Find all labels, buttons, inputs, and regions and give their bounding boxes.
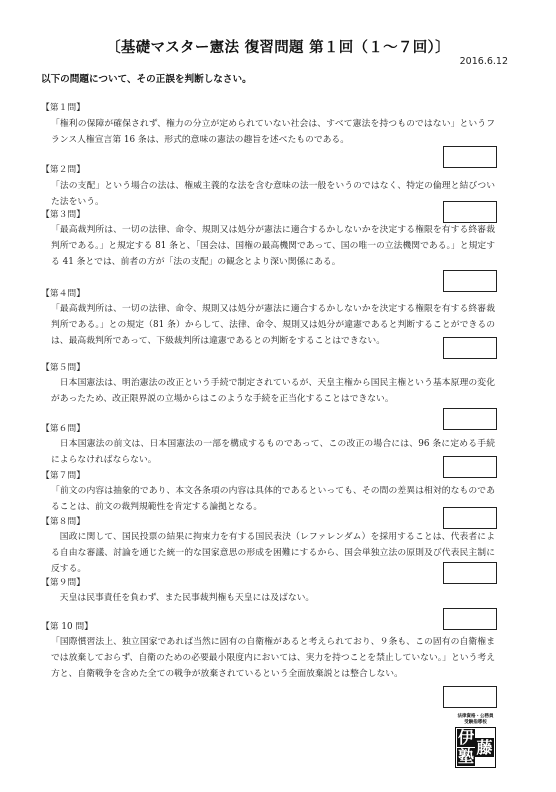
question-5-label: 【第５問】 bbox=[41, 363, 85, 373]
question-5-text: 日本国憲法は、明治憲法の改正という手続で制定されているが、天皇主権から国民主権という基本原理の変化があったため、改正限界説の立場からはこのような手続を正当化することはできない。 bbox=[51, 378, 495, 404]
question-1-text: 「権利の保障が確保されず、権力の分立が定められていない社会は、すべて憲法を持つものではない」というフランス人権宣言第 16 条は、形式的意味の憲法の趣旨を述べたものである。 bbox=[51, 119, 495, 145]
question-2-text: 「法の支配」という場合の法は、権威主義的な法を含む意味の法一般をいうのではなく、特定の倫理と結びついた法をいう。 bbox=[51, 181, 495, 207]
answer-box-4[interactable] bbox=[443, 337, 497, 359]
answer-box-5[interactable] bbox=[443, 408, 497, 430]
logo-line-1: 法律資格・公務員 bbox=[457, 714, 494, 719]
question-7-text: 「前文の内容は抽象的であり、本文各条項の内容は具体的であるといっても、その間の差異は相対的なものであることは、前文の裁判規範性を肯定する論拠となる。 bbox=[51, 486, 495, 512]
answer-box-10[interactable] bbox=[443, 686, 497, 708]
answer-box-2[interactable] bbox=[443, 201, 497, 223]
logo-char-1: 伊 bbox=[457, 728, 474, 747]
logo-line-2: 受験指導校 bbox=[464, 720, 487, 725]
question-2-label: 【第２問】 bbox=[41, 165, 85, 175]
question-6-text: 日本国憲法の前文は、日本国憲法の一部を構成するものであって、この改正の場合には、96 条に定める手続によらなければならない。 bbox=[51, 439, 495, 465]
question-3-text: 「最高裁判所は、一切の法律、命令、規則又は処分が憲法に適合するかしないかを決定する権限を有する終審裁判所である。」と規定する 81 条と、「国会は、国権の最高機関であって、国の唯一の立法機関である。」と規定する 41 条とでは、前者の方が「法の支配」の観念とより深い関係にある。 bbox=[51, 225, 495, 267]
question-6-label: 【第６問】 bbox=[41, 424, 85, 434]
answer-box-9[interactable] bbox=[443, 608, 497, 630]
question-1-label: 【第１問】 bbox=[41, 103, 85, 113]
logo-mark bbox=[455, 727, 496, 768]
question-10-label: 【第 10 問】 bbox=[41, 622, 93, 632]
itojuku-logo bbox=[452, 714, 499, 768]
question-10-text: 「国際慣習法上、独立国家であれば当然に固有の自衛権があると考えられており、９条も、この固有の自衛権までは放棄しておらず、自衛のための必要最小限度内においては、実力を持つことを禁止していない。」という考え方と、自衛戦争を含めた全ての戦争が放棄されているという全面放棄説とは整合しない。 bbox=[51, 637, 495, 679]
document-date: 2016.6.12 bbox=[459, 56, 508, 67]
answer-box-6[interactable] bbox=[443, 456, 497, 478]
instruction-text: 以下の問題について、その正誤を判断しなさい。 bbox=[41, 74, 252, 85]
answer-box-1[interactable] bbox=[443, 146, 497, 168]
logo-char-3: 塾 bbox=[457, 747, 474, 766]
question-9-text: 天皇は民事責任を負わず、また民事裁判権も天皇には及ばない。 bbox=[59, 593, 315, 603]
document-title: 〔基礎マスター憲法 復習問題 第１回（１〜７回）〕 bbox=[106, 40, 450, 56]
answer-box-3[interactable] bbox=[443, 270, 497, 292]
question-4-label: 【第４問】 bbox=[41, 289, 85, 299]
question-9-label: 【第９問】 bbox=[41, 578, 85, 588]
question-8-label: 【第８問】 bbox=[41, 517, 85, 527]
question-7-label: 【第７問】 bbox=[41, 471, 85, 481]
question-3-label: 【第３問】 bbox=[41, 210, 85, 220]
question-4-text: 「最高裁判所は、一切の法律、命令、規則又は処分が憲法に適合するかしないかを決定する権限を有する終審裁判所である。」との規定（81 条）からして、法律、命令、規則又は処分が違憲であると判断することができるのは、最高裁判所であって、下級裁判所は違憲であるとの判断をすることはできない。 bbox=[51, 304, 495, 346]
question-8-text: 国政に関して、国民投票の結果に拘束力を有する国民表決（レファレンダム）を採用することは、代表者による自由な審議、討論を通じた統一的な国家意思の形成を困難にするから、国会単独立法の原則及び代表民主制に反する。 bbox=[51, 532, 495, 574]
logo-char-2: 藤 bbox=[476, 738, 493, 757]
answer-box-7[interactable] bbox=[443, 507, 497, 529]
answer-box-8[interactable] bbox=[443, 562, 497, 584]
